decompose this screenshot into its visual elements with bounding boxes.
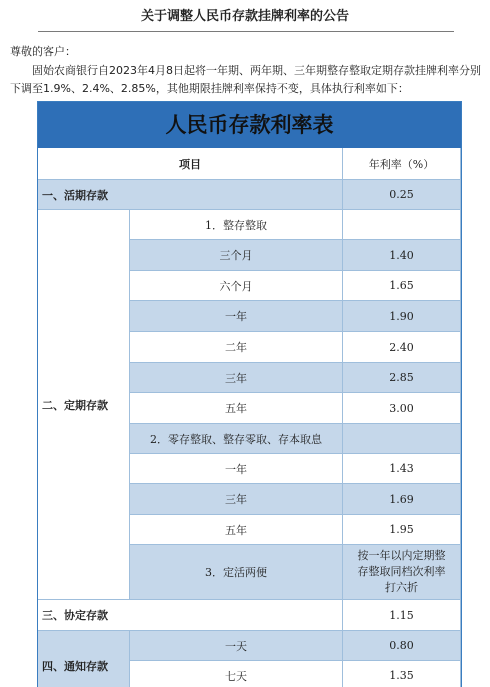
lump-sum-rate-empty xyxy=(343,210,461,240)
table-row-term: 五年 xyxy=(130,515,343,545)
table-row-term: 五年 xyxy=(130,393,343,424)
table-row-rate: 1.95 xyxy=(343,515,461,545)
installment-rate-empty xyxy=(343,424,461,454)
table-row-term: 三年 xyxy=(130,363,343,393)
agreement-deposit-rate: 1.15 xyxy=(343,600,461,631)
header-rate: 年利率（%） xyxy=(343,148,461,180)
table-row-rate: 2.85 xyxy=(343,363,461,393)
table-row-rate: 3.00 xyxy=(343,393,461,424)
current-deposit-rate: 0.25 xyxy=(343,180,461,210)
rate-table xyxy=(37,101,462,687)
flexible-rate-line: 按一年以内定期整 xyxy=(357,549,446,562)
table-row-term: 二年 xyxy=(130,332,343,363)
title-divider xyxy=(38,31,454,32)
table-row-rate: 1.35 xyxy=(343,661,461,687)
installment-label: 2．零存整取、整存零取、存本取息 xyxy=(130,424,343,454)
agreement-deposit-label: 三、协定存款 xyxy=(38,600,343,631)
flexible-rate-line: 打六折 xyxy=(385,581,418,594)
table-row-term: 一年 xyxy=(130,454,343,484)
table-row-term: 一年 xyxy=(130,301,343,332)
header-item: 项目 xyxy=(38,148,343,180)
table-row-rate: 1.69 xyxy=(343,484,461,515)
flexible-deposit-rate xyxy=(343,545,461,600)
notice-deposit-label: 四、通知存款 xyxy=(38,631,130,687)
table-row-term: 三个月 xyxy=(130,240,343,271)
announcement-title: 关于调整人民币存款挂牌利率的公告 xyxy=(140,9,349,24)
rate-table-title: 人民币存款利率表 xyxy=(38,102,461,148)
table-row-term: 七天 xyxy=(130,661,343,687)
table-row-rate: 0.80 xyxy=(343,631,461,661)
flexible-deposit-label: 3．定活两便 xyxy=(130,545,343,600)
table-row-term: 一天 xyxy=(130,631,343,661)
announcement-body: 固始农商银行自2023年4月8日起将一年期、两年期、三年期整存整取定期存款挂牌利率分别下调至1.9%、2.4%、2.85%，其他期限挂牌利率保持不变，具体执行利率如下： xyxy=(10,64,481,95)
time-deposit-label: 二、定期存款 xyxy=(38,210,130,600)
table-row-rate: 1.65 xyxy=(343,271,461,301)
table-row-rate: 1.43 xyxy=(343,454,461,484)
table-row-rate: 2.40 xyxy=(343,332,461,363)
flexible-rate-line: 存整取同档次利率 xyxy=(357,565,446,578)
lump-sum-label: 1．整存整取 xyxy=(130,210,343,240)
table-row-rate: 1.40 xyxy=(343,240,461,271)
table-row-rate: 1.90 xyxy=(343,301,461,332)
salutation: 尊敬的客户： xyxy=(10,45,76,58)
current-deposit-label: 一、活期存款 xyxy=(38,180,343,210)
table-row-term: 三年 xyxy=(130,484,343,515)
table-row-term: 六个月 xyxy=(130,271,343,301)
